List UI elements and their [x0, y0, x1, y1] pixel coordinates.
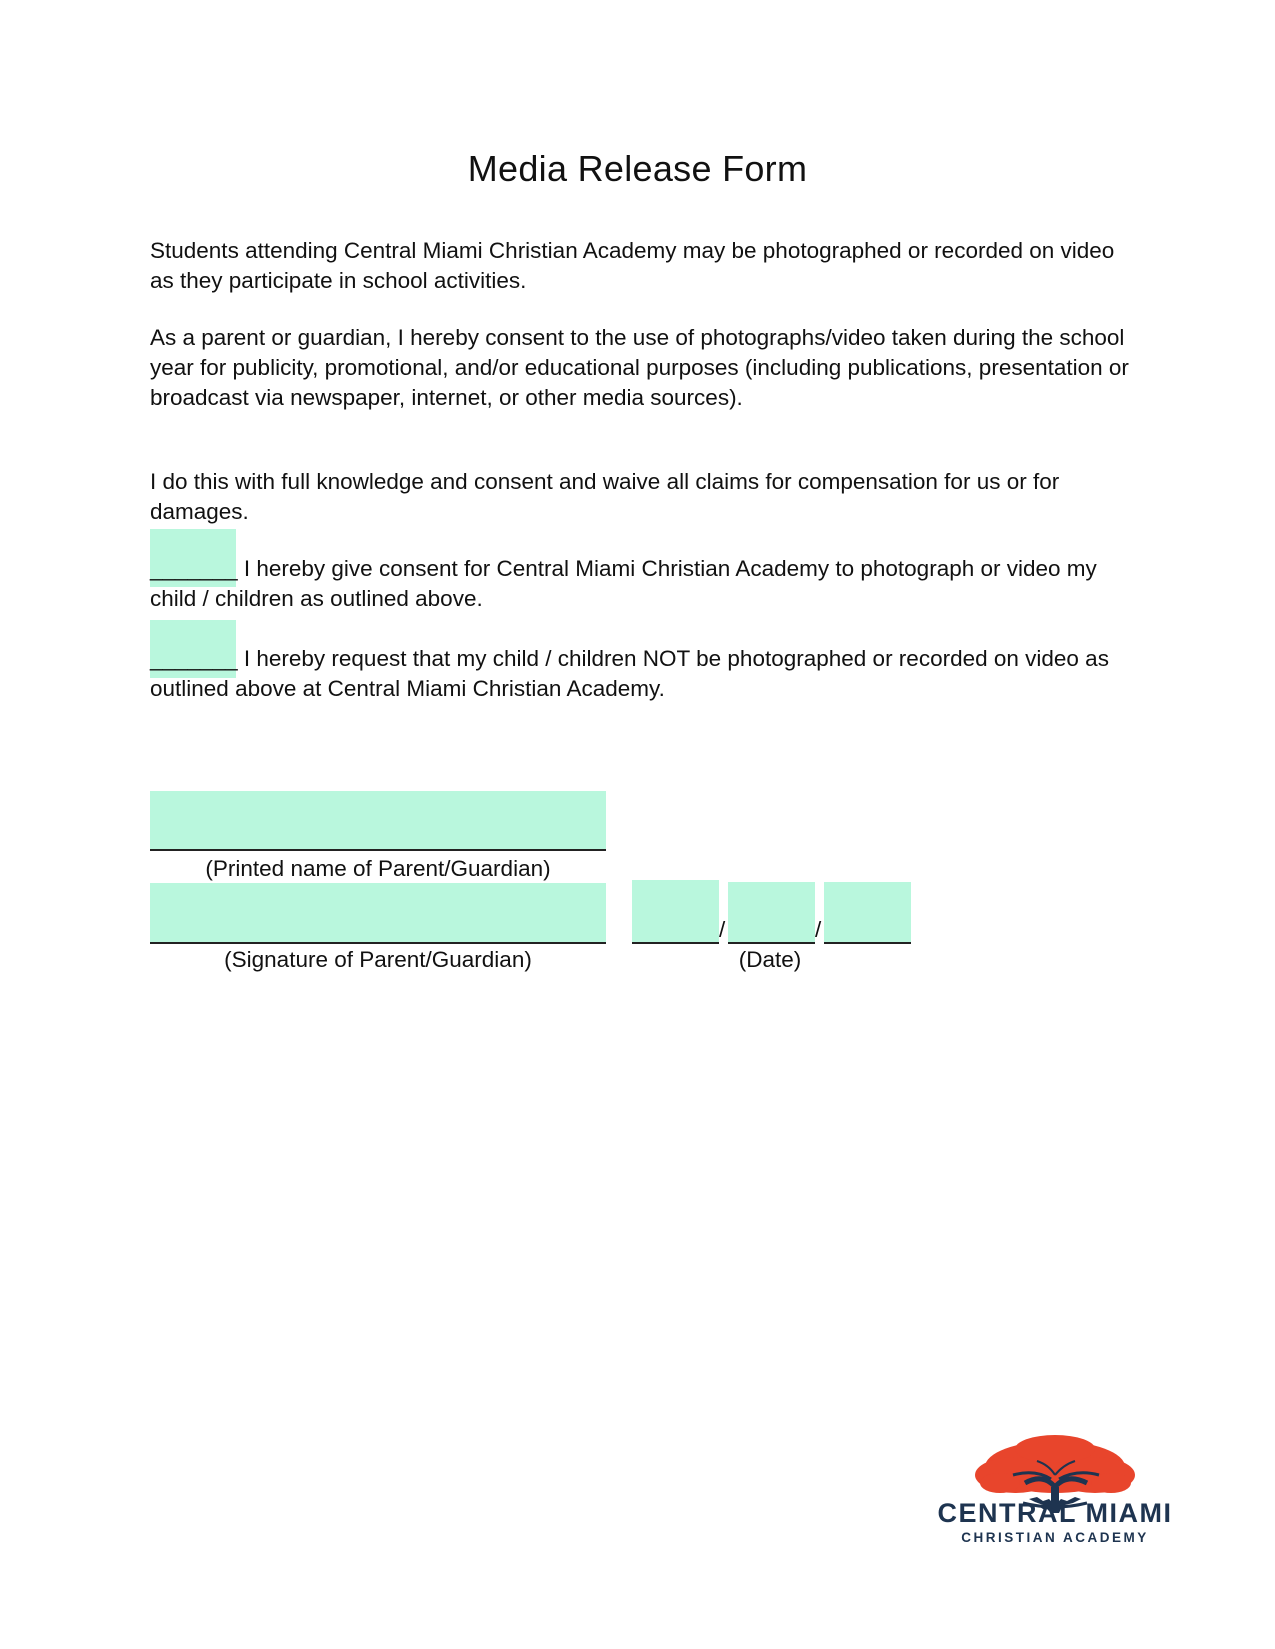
date-label: (Date)	[738, 947, 802, 972]
date-day-field[interactable]	[728, 882, 815, 942]
printed-name-line	[150, 849, 606, 851]
printed-name-label: (Printed name of Parent/Guardian)	[205, 856, 551, 881]
logo-name-line2: CHRISTIAN ACADEMY	[961, 1530, 1149, 1545]
date-year-field[interactable]	[824, 882, 911, 942]
signature-field[interactable]	[150, 883, 606, 942]
give-consent-blank: _______	[150, 556, 238, 581]
date-separator-1: /	[719, 917, 726, 942]
page-title: Media Release Form	[467, 148, 808, 189]
date-separator-2: /	[815, 917, 822, 942]
waiver-paragraph: I do this with full knowledge and consent and waive all claims for compensation for us or for damages.	[150, 469, 1060, 524]
date-month-line	[632, 942, 719, 944]
give-consent-option	[150, 554, 1130, 614]
date-month-field[interactable]	[632, 880, 719, 942]
logo-name-line1: CENTRAL MIAMI	[937, 1498, 1173, 1528]
intro-paragraph: Students attending Central Miami Christian Academy may be photographed or recorded on video as they participate in school activities.	[150, 238, 1115, 293]
deny-consent-text: I hereby request that my child / children NOT be photographed or recorded on video as outlined above at Central Miami Christian Academy.	[150, 646, 1109, 701]
deny-consent-option	[150, 644, 1130, 704]
give-consent-text: I hereby give consent for Central Miami Christian Academy to photograph or video my child / children as outlined above.	[150, 556, 1097, 611]
date-year-line	[824, 942, 911, 944]
printed-name-field[interactable]	[150, 791, 606, 849]
deny-consent-blank: _______	[150, 646, 238, 671]
date-day-line	[728, 942, 815, 944]
signature-label: (Signature of Parent/Guardian)	[224, 947, 532, 972]
consent-statement-paragraph: As a parent or guardian, I hereby consent to the use of photographs/video taken during the school year for publicity, promotional, and/or educational purposes (including publications, presentation or broadcast via newspaper, internet, or other media sources).	[150, 325, 1129, 410]
signature-line	[150, 942, 606, 944]
